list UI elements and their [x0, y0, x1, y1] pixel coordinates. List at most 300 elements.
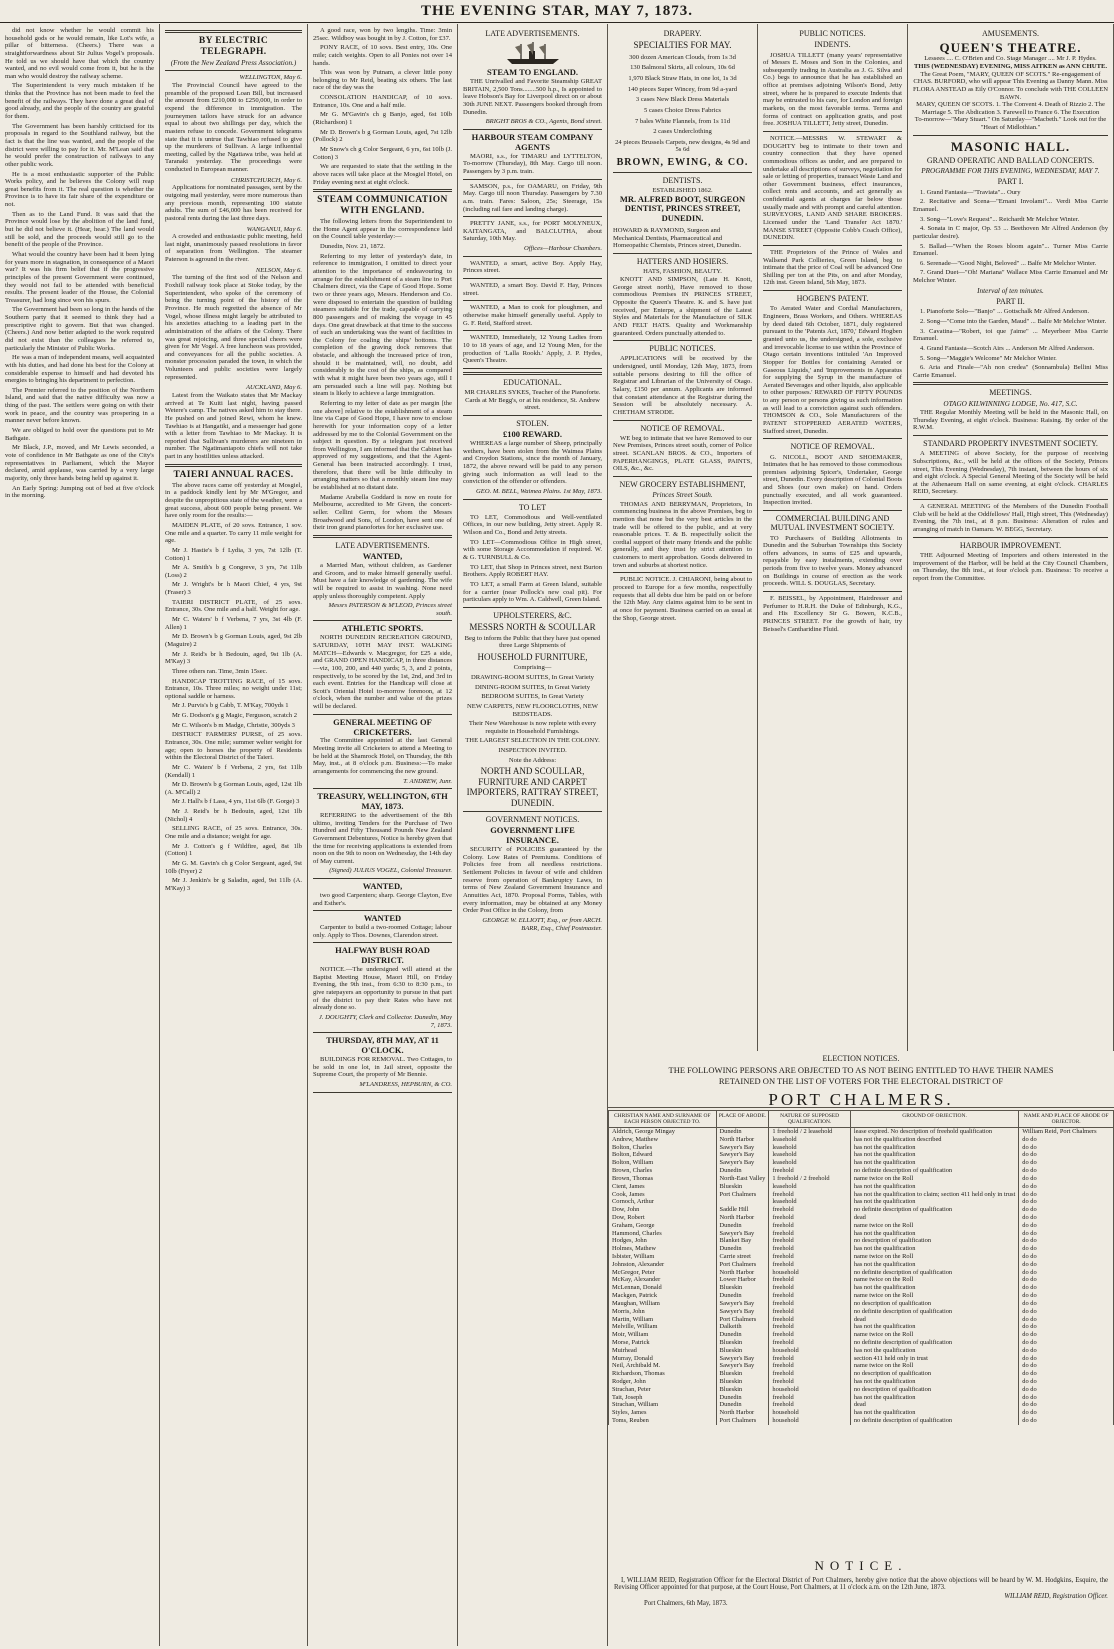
table-cell: McGregor, Peter — [609, 1269, 717, 1277]
to-let-ads — [463, 514, 602, 604]
meetings-title: MEETINGS. — [989, 388, 1032, 398]
table-row — [609, 1261, 1114, 1269]
table-cell: no definite description of qualification — [850, 1339, 1018, 1347]
table-cell: do do — [1019, 1175, 1114, 1183]
table-cell: has not the qualification — [850, 1284, 1018, 1292]
advertisement — [313, 792, 452, 875]
advertisement — [313, 1036, 452, 1088]
to-let-ad: TO LET—Commodious Office in High street, with some Storage Accommodation if required. W. & G. TURNBULL & Co. — [463, 538, 602, 562]
table-row — [609, 1347, 1114, 1355]
table-cell: do do — [1019, 1214, 1114, 1222]
table-cell: Martin, William — [609, 1316, 717, 1324]
ad-signature: (Signed) JULIUS VOGEL, Colonial Treasurer. — [329, 867, 452, 875]
table-cell: Blueskin — [716, 1347, 769, 1355]
advertisement — [313, 946, 452, 1029]
programme-item: 1. Pianoforte Solo—"Banjo" ... Gottschalk Mr Alfred Anderson. — [920, 308, 1090, 316]
table-cell: McKay, Alexander — [609, 1276, 717, 1284]
harbour-title: HARBOUR IMPROVEMENT. — [959, 540, 1062, 550]
table-cell: Carrie street — [716, 1253, 769, 1261]
table-cell: Morris, John — [609, 1308, 717, 1316]
table-row — [609, 1191, 1114, 1199]
table-cell: do do — [1019, 1292, 1114, 1300]
table-row — [609, 1401, 1114, 1409]
table-cell: freehold — [769, 1378, 850, 1386]
table-cell: has not the qualification — [850, 1159, 1018, 1167]
table-row — [609, 1167, 1114, 1175]
dispatch-place: NELSON, May 6. — [255, 266, 302, 274]
dentist-body: MR. ALFRED BOOT, SURGEON DENTIST, PRINCES STREET, DUNEDIN. — [619, 193, 746, 224]
table-cell: leasehold — [769, 1183, 850, 1191]
telegraph-subtitle: (From the New Zealand Press Association.) — [170, 59, 297, 68]
table-cell: Dunedin — [716, 1167, 769, 1175]
table-row — [609, 1308, 1114, 1316]
table-cell: dead — [850, 1316, 1018, 1324]
north-scoullar-line: NEW CARPETS, NEW FLOORCLOTHS, NEW BEDSTEADS. — [467, 702, 598, 718]
race-line: Mr J. Reid's br h Bedouin, aged, 12st 1lb (Nichol) 4 — [165, 808, 302, 823]
table-cell: has not the qualification described — [850, 1136, 1018, 1144]
north-scoullar-line: DRAWING-ROOM SUITES, In Great Variety — [471, 673, 594, 681]
editorial-paragraph: We are obliged to hold over the questions put to Mr Bathgate. — [5, 427, 154, 442]
table-cell: name twice on the Roll — [850, 1362, 1018, 1370]
table-cell: do do — [1019, 1370, 1114, 1378]
table-cell: freehold — [769, 1214, 850, 1222]
table-cell: Sawyer's Bay — [716, 1308, 769, 1316]
table-row — [609, 1151, 1114, 1159]
ad-body: WANTED, a smart Boy. David F. Hay, Princes street. — [463, 282, 602, 297]
table-cell: do do — [1019, 1308, 1114, 1316]
drapery-item: 140 pieces Super Wincey, from 9d a-yard — [627, 85, 738, 93]
amusements-title: AMUSEMENTS. — [981, 29, 1040, 38]
table-cell: Sawyer's Bay — [716, 1151, 769, 1159]
advertisement — [313, 718, 452, 786]
table-header-cell: GROUND OF OBJECTION. — [850, 1111, 1018, 1128]
advertisement — [463, 133, 602, 176]
table-header-cell: NAME AND PLACE OF ABODE OF OBJECTOR. — [1019, 1111, 1114, 1128]
advertisement — [463, 220, 602, 253]
table-cell: leasehold — [769, 1198, 850, 1206]
dispatch — [165, 226, 302, 264]
north-scoullar-line: BEDROOM SUITES, In Great Variety — [481, 693, 584, 701]
hatters-title: HATTERS AND HOSIERS. — [636, 257, 729, 267]
divider — [463, 216, 602, 217]
editorial-paragraph: The Superintendent is very much mistaken if he thinks that the Province has not been made to feel the benefit of the railways. They have done a great deal of good already, and the people of the country are grateful for them. — [5, 82, 154, 121]
table-cell: no definite description of qualification — [850, 1206, 1018, 1214]
race-line: Mr D. Brown's b g Gorman Louis, aged, 9st 2lb (Maguire) 2 — [165, 633, 302, 648]
late-ads-title-2: LATE ADVERTISEMENTS. — [485, 29, 580, 38]
table-cell: Cient, James — [609, 1183, 717, 1191]
programme-item: 5. Ballad—"When the Roses bloom again"... Turner Miss Carrie Emanuel. — [913, 242, 1108, 258]
table-cell: Port Chalmers — [716, 1417, 769, 1425]
knott-simpson: KNOTT AND SIMPSON, (Late H. Knott, George street north), Have removed to those commodious Premises IN PRINCES STREET, Opposite the Queen's Theatre. K. and S. have just received, per Enterpe, a shipment of the Latest Styles and Materials for the Manufacture of SILK AND FELT HATS. Quality and Workmanship guaranteed. Orders punctually attended to. — [613, 276, 752, 337]
late-ads — [313, 552, 452, 1092]
table-cell: North-East Valley — [716, 1175, 769, 1183]
race-line: Mr A. Smith's b g Congreve, 3 yrs, 7st 11lb (Loss) 2 — [165, 564, 302, 579]
table-cell: has not the qualification — [850, 1409, 1018, 1417]
editorial-paragraph: The Government had been so long in the hands of the Southern party that it seemed to think they had a prescriptive right to govern. But that was changed. (Cheers.) And now better adapted to the work required did not exist than the colleagues he referred to, particularly the Minister of Public Works. — [5, 306, 154, 352]
ad-body: WANTED, Immediately, 12 Young Ladies from 10 to 18 years of age, and 12 Young Men, for the production of 'Lalla Rookh.' Apply, J. P. Hydes, Queen's Theatre. — [463, 334, 602, 365]
divider — [313, 714, 452, 715]
nicoll-notice: G. NICOLL, BOOT AND SHOEMAKER, Intimates that he has removed to those commodious premises adjoining Spicer's, Undertaker, George street, Dunedin. Every description of Colonial Boots and Shoes (our own make) on hand. Orders punctually executed, and all work guaranteed. Inspection invited. — [763, 453, 902, 507]
lessees: Lessees .... C. O'Brien and Co. Stage Manager .... Mr J. P. Hydes. — [924, 55, 1097, 63]
stewart-doughty-notice: NOTICE.—MESSRS W. STEWART & DOUGHTY beg to intimate to their town and country connection that they have opened commodious offices as under, and are prepared to undertake all descriptions of surveys, negotiation for sale or letting of properties, transact Waste Land and other Government business, effect insurances, collect rents and accounts, and act generally as confidential agents at charges far below those usually made and with prompt and careful attention. SURVEYORS, LAND AND SHARE BROKERS. Licensed under the 'Land Transfer Act 1870.' MANSE STREET (Opposite Cobb's Coach Office), DUNEDIN. — [763, 134, 902, 242]
part-2: PART II. — [996, 297, 1025, 307]
table-header-cell: CHRISTIAN NAME AND SURNAME OF EACH PERSON OBJECTED TO. — [609, 1111, 717, 1128]
table-cell: freehold — [769, 1362, 850, 1370]
indents-title: INDENTS. — [814, 40, 851, 50]
north-scoullar-line: Comprising— — [513, 664, 552, 672]
programme-title: PROGRAMME FOR THIS EVENING, WEDNESDAY, MAY 7. — [921, 167, 1100, 176]
north-scoullar-ad — [463, 622, 602, 808]
table-cell: William Reid, Port Chalmers — [1019, 1128, 1114, 1136]
stolen-signature: GEO. M. BELL, Waimea Plains. 1st May, 1873. — [476, 487, 602, 495]
table-cell: 1 freehold / 2 leasehold — [769, 1128, 850, 1136]
table-cell: has not the qualification — [850, 1378, 1018, 1386]
column-public-notices — [758, 24, 908, 1051]
ad-body: REFERRING to the advertisement of the 8th ultimo, inviting Tenders for the Purchase of Two Hundred and Fifty Thousand Pounds New Zealand Government Debentures, Notice is hereby given that the time for receiving applications is extended from noon on the 9th to noon on Wednesday, the 14th day of May current. — [313, 811, 452, 865]
programme-item: 3. Cavatina—"Robert, toi que j'aime" ... Meyerbeer Miss Carrie Emanuel. — [913, 327, 1108, 343]
programme-part-1 — [913, 189, 1108, 285]
table-cell: has not the qualification — [850, 1394, 1018, 1402]
table-cell: freehold — [769, 1300, 850, 1308]
race-line: Mr G. Dodson's g g Magic, Ferguson, scratch 2 — [172, 712, 298, 720]
programme-item: 2. Recitative and Scena—"Ernani Involami"... Verdi Miss Carrie Emanuel. — [913, 198, 1108, 213]
table-row — [609, 1253, 1114, 1261]
races-continued — [313, 27, 452, 186]
ad-title: GENERAL MEETING OF CRICKETERS. — [333, 716, 432, 737]
steam-paragraph: Madame Arabella Goddard is now en route for Melbourne, accredited to Mr Given, the concert-seller. Cellini Germ, for whom the Messrs Broadwood and Sons, of London, have sent one of their iron grand pianofortes for her exclusive use. — [313, 493, 452, 532]
table-cell: no description of qualification — [850, 1370, 1018, 1378]
table-cell: do do — [1019, 1316, 1114, 1324]
table-cell: Johnston, Alexander — [609, 1261, 717, 1269]
dispatch-place: AUCKLAND, May 6. — [245, 384, 302, 392]
late-ads-title: LATE ADVERTISEMENTS. — [335, 540, 430, 550]
ad-title: ATHLETIC SPORTS. — [341, 623, 424, 634]
programme-item: 4. Grand Fantasia—Scotch Airs ... Anderson Mr Alfred Anderson. — [920, 344, 1095, 352]
steam-text — [313, 218, 452, 532]
notice-title: NOTICE. — [814, 1558, 908, 1573]
table-cell: do do — [1019, 1183, 1114, 1191]
table-cell: Dunedin — [716, 1331, 769, 1339]
table-cell: do do — [1019, 1378, 1114, 1386]
ad-body: Carpenter to build a two-roomed Cottage; labour only. Apply to Thos. Downes, Clarendon street. — [313, 924, 452, 939]
table-cell: do do — [1019, 1355, 1114, 1363]
race-line: Mr C. Waters' b f Verbena, 7 yrs, 3st 4lb (F. Allen) 1 — [165, 616, 302, 631]
dispatch-place: WELLINGTON, May 6. — [239, 74, 302, 82]
table-cell: Bolton, William — [609, 1159, 717, 1167]
table-cell: do do — [1019, 1417, 1114, 1425]
drapery-item: 3 cases New Black Dress Materials — [635, 96, 730, 104]
interval: Interval of ten minutes. — [977, 286, 1044, 295]
table-cell: Blueskin — [716, 1378, 769, 1386]
public-notices-title: PUBLIC NOTICES. — [649, 344, 716, 354]
table-cell: has not the qualification — [850, 1151, 1018, 1159]
advertisement — [313, 552, 452, 617]
table-cell: freehold — [769, 1230, 850, 1238]
advertisement — [313, 624, 452, 710]
dentists-title: DENTISTS. — [662, 175, 703, 185]
table-header-cell: PLACE OF ABODE. — [716, 1111, 769, 1128]
table-cell: Dalkeith — [716, 1323, 769, 1331]
table-cell: Dunedin — [716, 1394, 769, 1402]
table-cell: do do — [1019, 1136, 1114, 1144]
advertisement — [313, 914, 452, 939]
divider — [313, 1032, 452, 1033]
table-cell: Muirhead — [609, 1347, 717, 1355]
table-cell: household — [769, 1409, 850, 1417]
table-cell: freehold — [769, 1284, 850, 1292]
standard-notice: A MEETING of above Society, for the purpose of receiving Subscriptions, &c., will be held at the offices of the Society, Princes street, This Evening (Wednesday), 7th instant, between the hours of six and eight o'clock. A Special General Meeting of the Society will be held at the Athenaeum Hall on same evening, at eight o'clock. CHARLES REID, Secretary. — [913, 450, 1108, 496]
table-cell: do do — [1019, 1284, 1114, 1292]
table-row — [609, 1245, 1114, 1253]
table-cell: do do — [1019, 1323, 1114, 1331]
race-line: DISTRICT FARMERS' PURSE, of 25 sovs. Entrance, 30s. One mile; summer welter weight for age; open to horses the property of Residents within the Electoral District of the Taieri. — [165, 731, 302, 762]
edu-ad — [463, 389, 602, 412]
objection-table-header — [609, 1111, 1114, 1128]
race-line: Mr J. Cotton's g f Wildfire, aged, 8st 1lb (Cotton) 1 — [165, 842, 302, 858]
drapery-item: 24 pieces Brussels Carpets, new designs, 4s 9d and 5s 6d — [615, 138, 750, 154]
table-cell: freehold — [769, 1276, 850, 1284]
table-cell: name twice on the Roll — [850, 1276, 1018, 1284]
table-row — [609, 1276, 1114, 1284]
steam-paragraph: The following letters from the Superintendent to the Home Agent appear in the correspondence laid on the Council table yesterday:— — [313, 218, 452, 241]
brown-ewing: BROWN, EWING, & CO. — [616, 157, 749, 169]
north-scoullar-line: Note the Address: — [508, 756, 557, 764]
to-let-title: TO LET — [518, 502, 547, 512]
stolen-title: STOLEN. — [516, 418, 549, 428]
table-cell: Port Chalmers — [716, 1316, 769, 1324]
table-cell: Hammond, Charles — [609, 1230, 717, 1238]
grocery-title: NEW GROCERY ESTABLISHMENT, — [619, 480, 746, 489]
upholsterers-title: UPHOLSTERERS, &C. — [493, 610, 572, 620]
lodge-notice: THE Regular Monthly Meeting will be held in the Masonic Hall, on Thursday Evening, at eight o'clock. Business: Raising. By order of the R.W.M. — [913, 409, 1108, 432]
table-cell: Styles, James — [609, 1409, 717, 1417]
table-cell: freehold — [769, 1292, 850, 1300]
table-cell: Mackgen, Patrick — [609, 1292, 717, 1300]
advertisement — [313, 882, 452, 907]
ad-body: WANTED, a Man to cook for ploughmen, and otherwise make himself generally useful. Apply to G. F. Reid, Stafford street. — [463, 304, 602, 327]
ad-body: a Married Man, without children, as Gardener and Groom, and to make himself generally useful. Must have a fair knowledge of gardening. The wife will be required to assist in washing. None need apply unless thoroughly competent. Apply — [313, 561, 452, 600]
ad-body: MAORI, s.s., for TIMARU and LYTTELTON, To-morrow (Thursday), 8th May. Cargo till noon. Passengers by 3 p.m. train. — [463, 152, 602, 175]
advertisement — [463, 334, 602, 365]
table-cell: do do — [1019, 1237, 1114, 1245]
divider — [313, 1092, 452, 1093]
table-row — [609, 1269, 1114, 1277]
table-header-cell: NATURE OF SUPPOSED QUALIFICATION. — [769, 1111, 850, 1128]
lodge-title: OTAGO KILWINNING LODGE, No. 417, S.C. — [943, 399, 1078, 408]
table-row — [609, 1214, 1114, 1222]
table-cell — [716, 1198, 769, 1206]
table-cell: lease expired. No description of freehold qualification — [850, 1128, 1018, 1136]
table-cell: do do — [1019, 1167, 1114, 1175]
to-let-ad: TO LET, that Shop in Princes street, next Burton Brothers. Apply ROBERT HAY. — [463, 563, 602, 579]
table-cell: Dunedin — [716, 1128, 769, 1136]
table-cell: freehold — [769, 1167, 850, 1175]
football-notice: A GENERAL MEETING of the Members of the Dunedin Football Club will be held at the Oddfellows' Hall, High street, This (Wednesday) Evening, the 7th inst., at 8 p.m. Business: Alteration of rules and arranging of match in Oamaru. W. BEGG, Secretary. — [913, 503, 1108, 534]
table-cell: Sawyer's Bay — [716, 1362, 769, 1370]
table-cell: name twice on the Roll — [850, 1175, 1018, 1183]
table-row — [609, 1378, 1114, 1386]
table-cell: has not the qualification — [850, 1323, 1018, 1331]
table-cell: Strachan, Peter — [609, 1386, 717, 1394]
table-cell: do do — [1019, 1151, 1114, 1159]
objection-table-wrap — [608, 1110, 1114, 1550]
drapery-items — [613, 54, 752, 154]
table-cell: name twice on the Roll — [850, 1253, 1018, 1261]
hats-head: HATS, FASHION, BEAUTY. — [643, 268, 722, 276]
table-cell: Bolton, Edward — [609, 1151, 717, 1159]
gov-notices-title: GOVERNMENT NOTICES. — [485, 815, 580, 825]
table-row — [609, 1175, 1114, 1183]
telegraph-dispatches — [165, 74, 302, 460]
table-cell: Dunedin — [716, 1245, 769, 1253]
election-district: PORT CHALMERS. — [768, 1090, 954, 1110]
dispatch-text: Latest from the Waikato states that Mr Mackay arrived at Te Kuiti last night, having passed Wetere's camp. The natives asked him to stay there. He pushed on and joined Rewi, whom he knew. Tawhiao is at Hangatiki, and a messenger had gone with a letter from Tawhiao to Mr Mackay. It is reported that Sullivan's murderers are nineteen in number. The Ngatimaniapoto chiefs will not take part in any hostilities unless attacked. — [165, 392, 302, 461]
race-line: Mr J. Reid's br h Bedouin, aged, 9st 1lb (A. M'Kay) 3 — [165, 650, 302, 666]
race-line: A good race, won by two lengths. Time: 3min 25sec. Wildboy was bought in by J. Cotton, for £37. — [313, 27, 452, 42]
editorial-paragraph: The Government has been harshly criticised for its proposals in regard to the Southland railway, but the fact is that the line was wanted, and the people of the district were willing to pay for it. Mr. M'Lean said that he would prefer the construction of railways to any other public work. — [5, 122, 154, 168]
election-line-1: THE FOLLOWING PERSONS ARE OBJECTED TO AS NOT BEING ENTITLED TO HAVE THEIR NAMES — [668, 1065, 1054, 1075]
table-row — [609, 1159, 1114, 1167]
election-line-2: RETAINED ON THE LIST OF VOTERS FOR THE ELECTORAL DISTRICT OF — [718, 1075, 1004, 1086]
table-cell: do do — [1019, 1394, 1114, 1402]
editorial-paragraph: Mr Black, J.P., moved, and Mr Lewis seconded, a vote of confidence in Mr Bathgate as one of the City's representatives in Parliament, which the Mayor declared, amid applause, was carried by a very large majority, only three hands being held up against it. — [5, 444, 154, 482]
removal-title: NOTICE OF REMOVAL. — [640, 423, 725, 433]
north-scoullar-line: NORTH AND SCOULLAR, FURNITURE AND CARPET IMPORTERS, RATTRAY STREET, DUNEDIN. — [466, 766, 599, 808]
dispatch-text: The Provincial Council have agreed to the preamble of the proposed Loan Bill, but increased the amount from £210,000 to £250,000, in order to expend the difference in immigration. The journeymen tailors have struck for an advance equal to about two shillings per day, which the masters refuse to concede. Government telegrams state that it is untrue that Tawhiao refused to give up the murderers of Sullivan. A large influential meeting, called by the Ngatiawa tribe, was held at Taranaki yesterday. The proceedings were conducted in European manner. — [165, 82, 302, 174]
column-advertisements — [458, 24, 608, 1646]
berryman-notice: THOMAS AND BERRYMAN, Proprietors, In commencing business in the above Premises, beg to mention that none but the very best articles in the trade will be offered to the public, and at very reasonable prices. T. & B. respectfully solicit the cordial support of their many friends and the public generally, and they trust by strict attention to customers to merit approbation. Goods delivered in town and suburbs at shortest notice. — [613, 500, 752, 569]
objection-table — [608, 1110, 1114, 1425]
divider — [463, 368, 602, 369]
standard-title: STANDARD PROPERTY INVESTMENT SOCIETY. — [923, 439, 1098, 449]
table-cell: has not the qualification — [850, 1198, 1018, 1206]
table-cell: Cornoch, Arthur — [609, 1198, 717, 1206]
table-cell: freehold — [769, 1206, 850, 1214]
divider — [463, 300, 602, 301]
table-cell: do do — [1019, 1269, 1114, 1277]
table-cell: Saddle Hill — [716, 1206, 769, 1214]
table-cell: do do — [1019, 1409, 1114, 1417]
table-row — [609, 1362, 1114, 1370]
table-cell: has not the qualification — [850, 1183, 1018, 1191]
dispatch — [165, 74, 302, 173]
table-row — [609, 1394, 1114, 1402]
table-cell: no definite description of qualification — [850, 1269, 1018, 1277]
advertisement — [463, 183, 602, 214]
ad-signature: BRIGHT BROS & CO., Agents, Bond street. — [485, 118, 602, 126]
editorial-paragraph: did not know whether he would commit his household gods or he would remain, like Lot's wife, a pillar of bitterness. (Cheers.) There was a straightforwardness about Sir Julius Vogel's proposals. He told us we should have that which the country wanted, and no evil would come from it, but he is the man who would destroy the railway scheme. — [5, 27, 154, 80]
race-line: Mr Snow's ch g Color Sergeant, 6 yrs, 6st 10lb (J. Cotton) 3 — [313, 145, 452, 161]
table-cell: Sawyer's Bay — [716, 1159, 769, 1167]
ad-body: SAMSON, p.s., for OAMARU, on Friday, 9th May. Cargo till noon Thursday. Passengers by 7.30 a.m. train. Fares: Saloon, 25s; Steerage, 15s (including rail fare and landing charge). — [463, 182, 602, 213]
programme-item: 3. Song—"Love's Request"... Reichardt Mr Melchor Winter. — [920, 215, 1080, 223]
table-cell: Graham, George — [609, 1222, 717, 1230]
race-line: Mr J. Purvis's b g Cabb, T. M'Kay, 700yds 1 — [172, 702, 289, 710]
table-cell: Sawyer's Bay — [716, 1300, 769, 1308]
queens-theatre: QUEEN'S THEATRE. — [939, 40, 1082, 56]
table-cell: Brown, Thomas — [609, 1175, 717, 1183]
ad-body: two good Carpenters; sharp. George Clayton, Eve and Esther's. — [313, 891, 452, 907]
table-cell: no description of qualification — [850, 1300, 1018, 1308]
steam-title: STEAM COMMUNICATION WITH ENGLAND. — [317, 195, 448, 217]
table-cell: Dow, John — [609, 1206, 717, 1214]
table-cell: household — [769, 1417, 850, 1425]
dispatch — [165, 267, 302, 382]
column-news — [308, 24, 458, 1646]
part-1: PART I. — [997, 177, 1024, 187]
table-cell: Blanket Bay — [716, 1237, 769, 1245]
building-society-notice: TO Purchasers of Building Allotments in Dunedin and the Suburban Townships this Society offers advances, in sums of £25 and upwards, repayable by easy instalments, extending over periods from five to twelve years. Money advanced on Buildings in course of erection as the work proceeds. WILL S. DOUGLAS, Secretary. — [763, 534, 902, 588]
table-cell: name twice on the Roll — [850, 1222, 1018, 1230]
table-cell: do do — [1019, 1191, 1114, 1199]
table-cell: do do — [1019, 1198, 1114, 1206]
north-scoullar-line: MESSRS NORTH & SCOULLAR — [469, 622, 596, 633]
table-cell: has not the qualification — [850, 1347, 1018, 1355]
tonight: THIS (WEDNESDAY) EVENING, MISS AITKEN as ANN CHUTE. — [913, 62, 1108, 70]
north-scoullar-line: Beg to inform the Public that they have just opened three Large Shipments of — [464, 634, 601, 650]
university-notice: APPLICATIONS will be received by the undersigned, until Monday, 12th May, 1873, from suitable persons desiring to fill the office of Registrar and Librarian of the University of Otago. Salary, £150 per annum. Applicants are informed that constant attendance at the Registrar during the Session will be absolutely necessary. A. CHETHAM STRODE. — [613, 355, 752, 416]
ad-title: WANTED, — [362, 551, 403, 562]
table-cell: no description of qualification — [850, 1237, 1018, 1245]
programme-item: 6. Aria and Finale—"Ah non credea" (Sonnambula) Bellini Miss Carrie Emanuel. — [913, 364, 1108, 379]
editorial-paragraph: An Early Spring: Jumping out of bed at five o'clock in the morning. — [5, 484, 154, 500]
table-cell: do do — [1019, 1386, 1114, 1394]
table-cell: do do — [1019, 1331, 1114, 1339]
play-description: The Great Poem, "MARY, QUEEN OF SCOTS." Re-engagement of CHAS. BURFORD, who will appear This Evening as Danny Mann. Miss FLORA ANSTEAD as Eily O'Connor. To conclude with THE COLLEEN BAWN. — [913, 70, 1108, 101]
table-row — [609, 1409, 1114, 1417]
ad-title: HALFWAY BUSH ROAD DISTRICT. — [335, 945, 430, 966]
dispatch-place: CHRISTCHURCH, May 6. — [230, 176, 302, 184]
ship-icon — [503, 40, 563, 66]
ad-title: WANTED — [363, 913, 402, 924]
divider — [313, 788, 452, 789]
table-cell: no definite description of qualification — [850, 1308, 1018, 1316]
programme-item: 6. Serenade—"Good Night, Beloved" ... Balfe Mr Melchor Winter. — [920, 259, 1097, 267]
drapery-title: DRAPERY. — [663, 29, 702, 38]
ad-signature: Offices—Harbour Chambers. — [523, 245, 602, 253]
table-cell: Murray, Donald — [609, 1355, 717, 1363]
nicoll-title: NOTICE OF REMOVAL. — [790, 442, 875, 452]
howard-raymond: HOWARD & RAYMOND, Surgeon and Mechanical Dentists, Pharmaceutical and Homeopathic Chemists, Princes street, Dunedin. — [613, 227, 742, 250]
editorial-paragraph: Then as to the Land Fund. It was said that the Province would lose by the abolition of the land fund, but he did not believe it. (Hear, hear.) The land would still be sold, and the proceeds would still go to the benefit of the people of the Province. — [5, 210, 154, 249]
table-cell: has not the qualification — [850, 1261, 1018, 1269]
election-banner — [608, 1053, 1114, 1108]
ad-body: BUILDINGS FOR REMOVAL. Two Cottages, to be sold in one lot, in Jail street, opposite the Supreme Court, the property of Mr Bennie. — [313, 1055, 452, 1079]
divider — [313, 878, 452, 879]
chiaroni-notice: PUBLIC NOTICE. J. CHIARONI, being about to proceed to Europe for a few months, respectfully requests that all debts due him be paid on or before the 12th May. Any claims against him to be sent in at once for payment. Business carried on as usual at the Shop, George street. — [613, 576, 752, 622]
edu-title: EDUCATIONAL. — [503, 377, 562, 387]
table-cell: Sawyer's Bay — [716, 1144, 769, 1152]
table-cell: Strachan, William — [609, 1401, 717, 1409]
ad-signature: Messrs PATERSON & M'LEOD, Princes street south. — [328, 602, 452, 617]
divider — [313, 942, 452, 943]
table-row — [609, 1339, 1114, 1347]
ad-title: WANTED, — [362, 881, 403, 892]
edu-ad-body: MR CHARLES SYKES, Teacher of the Pianoforte. Cards at Mr Begg's, or at his residence, St. Andrew street. — [464, 389, 601, 412]
table-cell: Port Chalmers — [716, 1261, 769, 1269]
table-cell: household — [769, 1269, 850, 1277]
stolen-ad — [463, 430, 602, 495]
table-cell: freehold — [769, 1401, 850, 1409]
editorial-paragraph: What would the country have been had it been lying for years more in stagnation, in consequence of a Maori war? It was his firm belief that if the progressive principles of the present Government were continued, they would not fail to be attended with beneficial results. The present leader of the House, the Colonial Treasurer, had long since won his spurs. — [5, 250, 154, 304]
table-row — [609, 1300, 1114, 1308]
telegraph-title: BY ELECTRIC TELEGRAPH. — [198, 36, 269, 58]
divider — [463, 179, 602, 180]
table-cell: no definite description of qualification — [850, 1167, 1018, 1175]
north-scoullar-line: THE LARGEST SELECTION IN THE COLONY. — [465, 737, 600, 745]
race-line: HANDICAP TROTTING RACE, of 15 sovs. Entrance, 10s. Three miles; no weight under 11st; optional saddle or harness. — [165, 677, 302, 700]
editorial-paragraph: He is a most enthusiastic supporter of the Public Works policy, and he believes the Colony will reap great benefits from it. The real question is whether the Province is to have its fair share of the expenditure or not. — [5, 170, 154, 209]
